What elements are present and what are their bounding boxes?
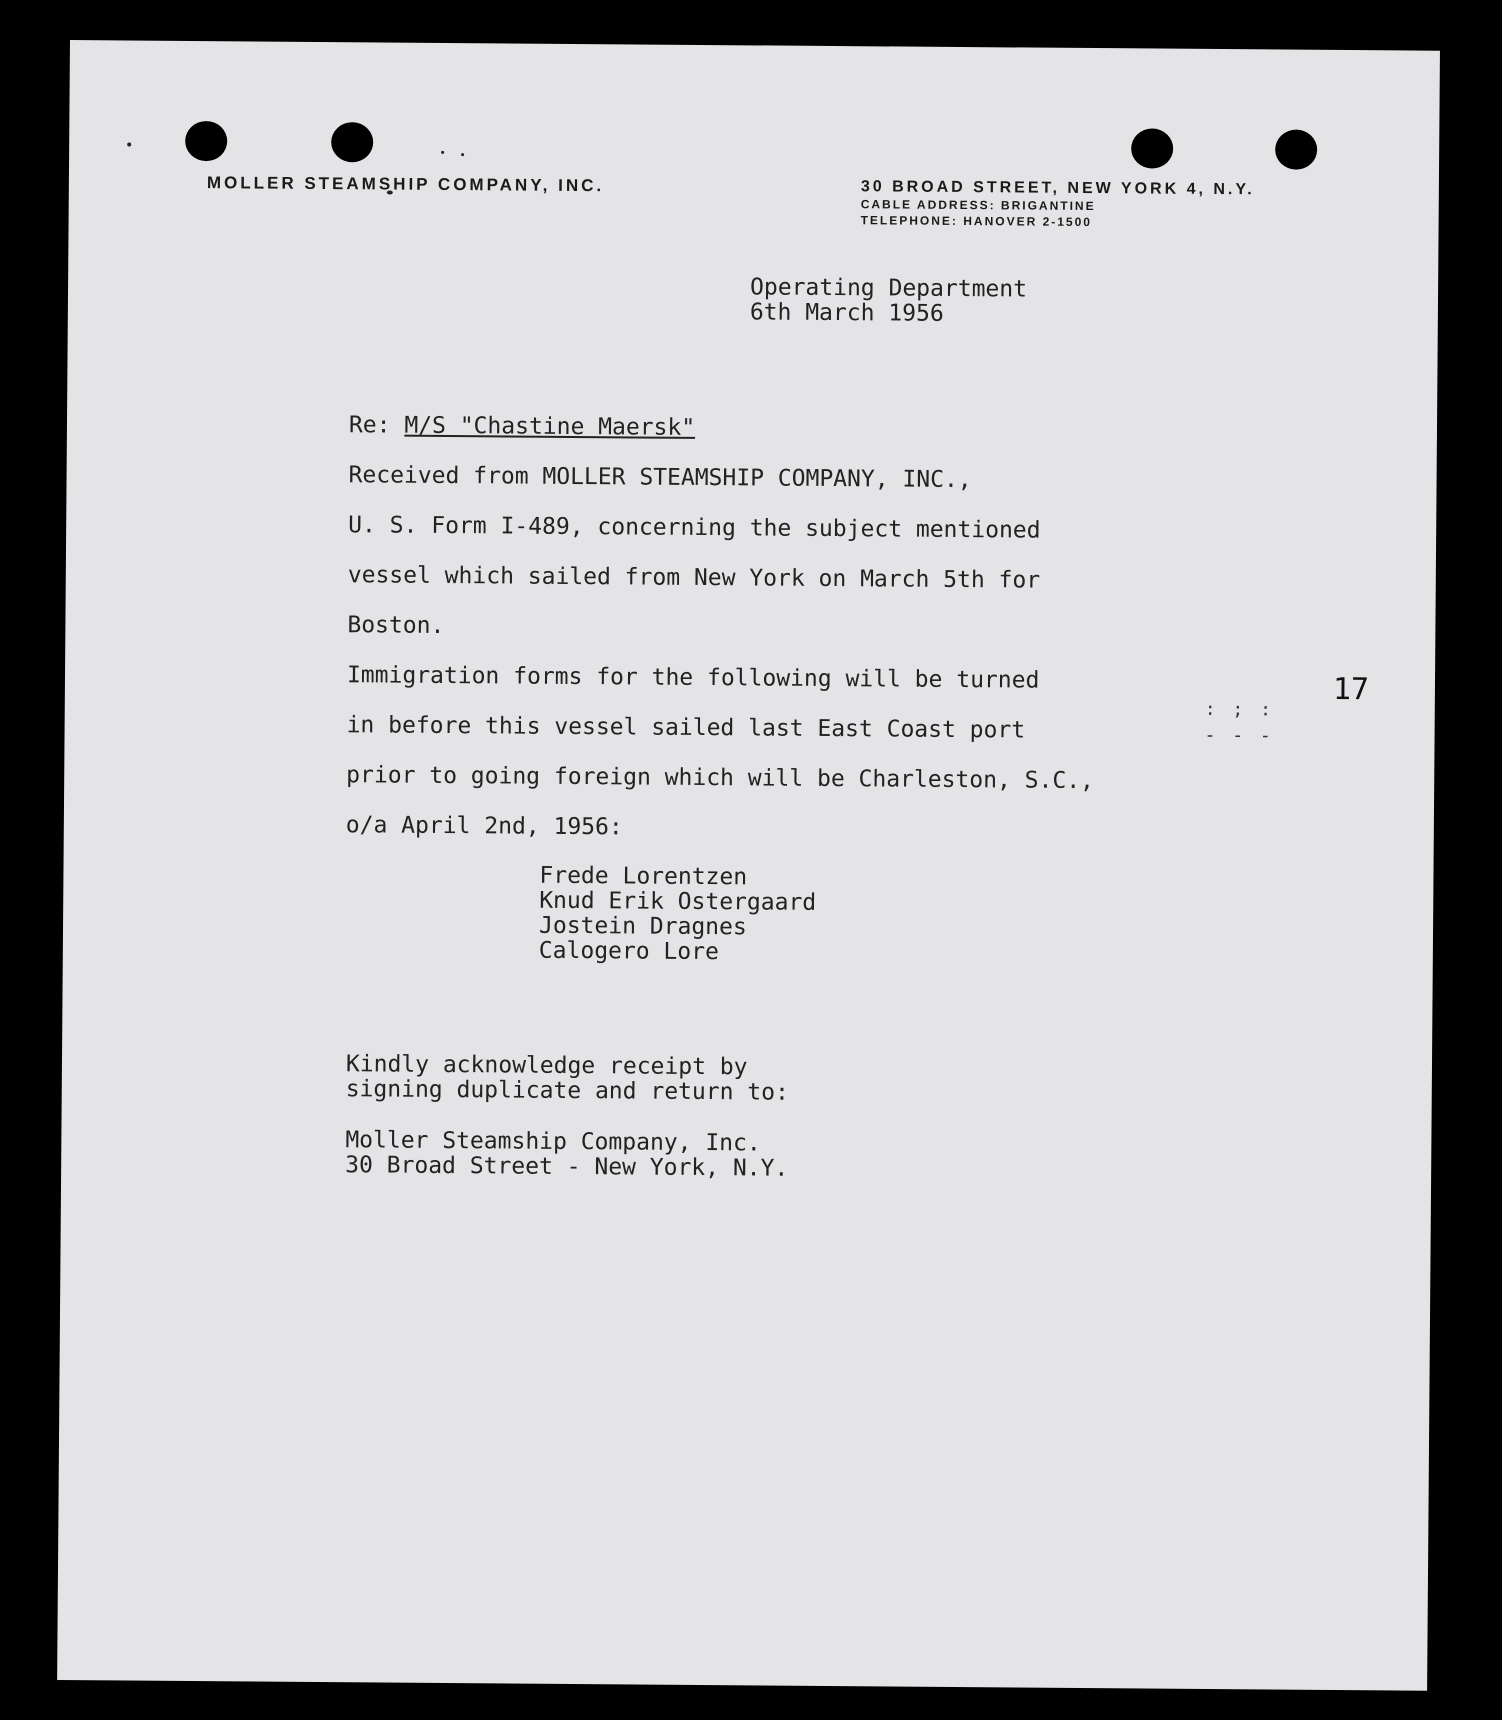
cable-address: CABLE ADDRESS: BRIGANTINE	[860, 197, 1096, 214]
punch-hole-left-2	[331, 122, 373, 162]
crew-name: Calogero Lore	[538, 937, 719, 966]
letter-date: 6th March 1956	[749, 299, 944, 327]
department-label: Operating Department	[749, 274, 1028, 303]
ink-speck	[461, 153, 464, 156]
subject-label: Re:	[348, 412, 405, 439]
punch-hole-right-2	[1275, 129, 1317, 169]
acknowledge-request	[346, 1052, 789, 1105]
body-line: Immigration forms for the following will be turned	[346, 662, 1040, 694]
page-number: 17	[1332, 671, 1370, 708]
body-line: vessel which sailed from New York on March 5th for	[347, 562, 1041, 594]
ink-speck	[441, 151, 444, 154]
body-line: o/a April 2nd, 1956:	[345, 812, 623, 841]
body-line: prior to going foreign which will be Charleston, S.C.,	[346, 762, 1095, 795]
document-page	[57, 40, 1440, 1691]
crew-names-list	[539, 864, 817, 966]
telephone-number: TELEPHONE: HANOVER 2-1500	[860, 213, 1093, 230]
crew-name: Jostein Dragnes	[538, 912, 747, 941]
body-line: Received from MOLLER STEAMSHIP COMPANY, INC.,	[348, 462, 972, 494]
body-line: Boston.	[347, 612, 445, 639]
punch-hole-left-1	[185, 121, 227, 161]
ink-speck	[127, 142, 131, 146]
acknowledge-line: signing duplicate and return to:	[345, 1076, 789, 1106]
acknowledge-line: Kindly acknowledge receipt by	[345, 1051, 748, 1081]
return-address-line: Moller Steamship Company, Inc.	[345, 1127, 761, 1157]
return-address-line: 30 Broad Street - New York, N.Y.	[345, 1152, 789, 1182]
margin-pencil-marks: : ; : - - -	[1204, 698, 1275, 747]
department-date-block	[750, 275, 1027, 327]
subject-vessel: M/S "Chastine Maersk"	[404, 412, 696, 441]
company-address-block	[861, 178, 1255, 231]
letter-body	[346, 400, 1097, 856]
subject-line	[349, 400, 1097, 456]
body-line: U. S. Form I-489, concerning the subject mentioned	[348, 512, 1041, 544]
company-name: MOLLER STEAMSHIP COMPANY, INC.	[206, 173, 605, 196]
company-street-address: 30 BROAD STREET, NEW YORK 4, N.Y.	[860, 178, 1255, 199]
crew-name: Knud Erik Ostergaard	[539, 887, 817, 916]
crew-name: Frede Lorentzen	[539, 862, 748, 891]
return-address	[345, 1128, 788, 1181]
punch-hole-right-1	[1131, 128, 1173, 168]
body-line: in before this vessel sailed last East Coast port	[346, 712, 1026, 744]
